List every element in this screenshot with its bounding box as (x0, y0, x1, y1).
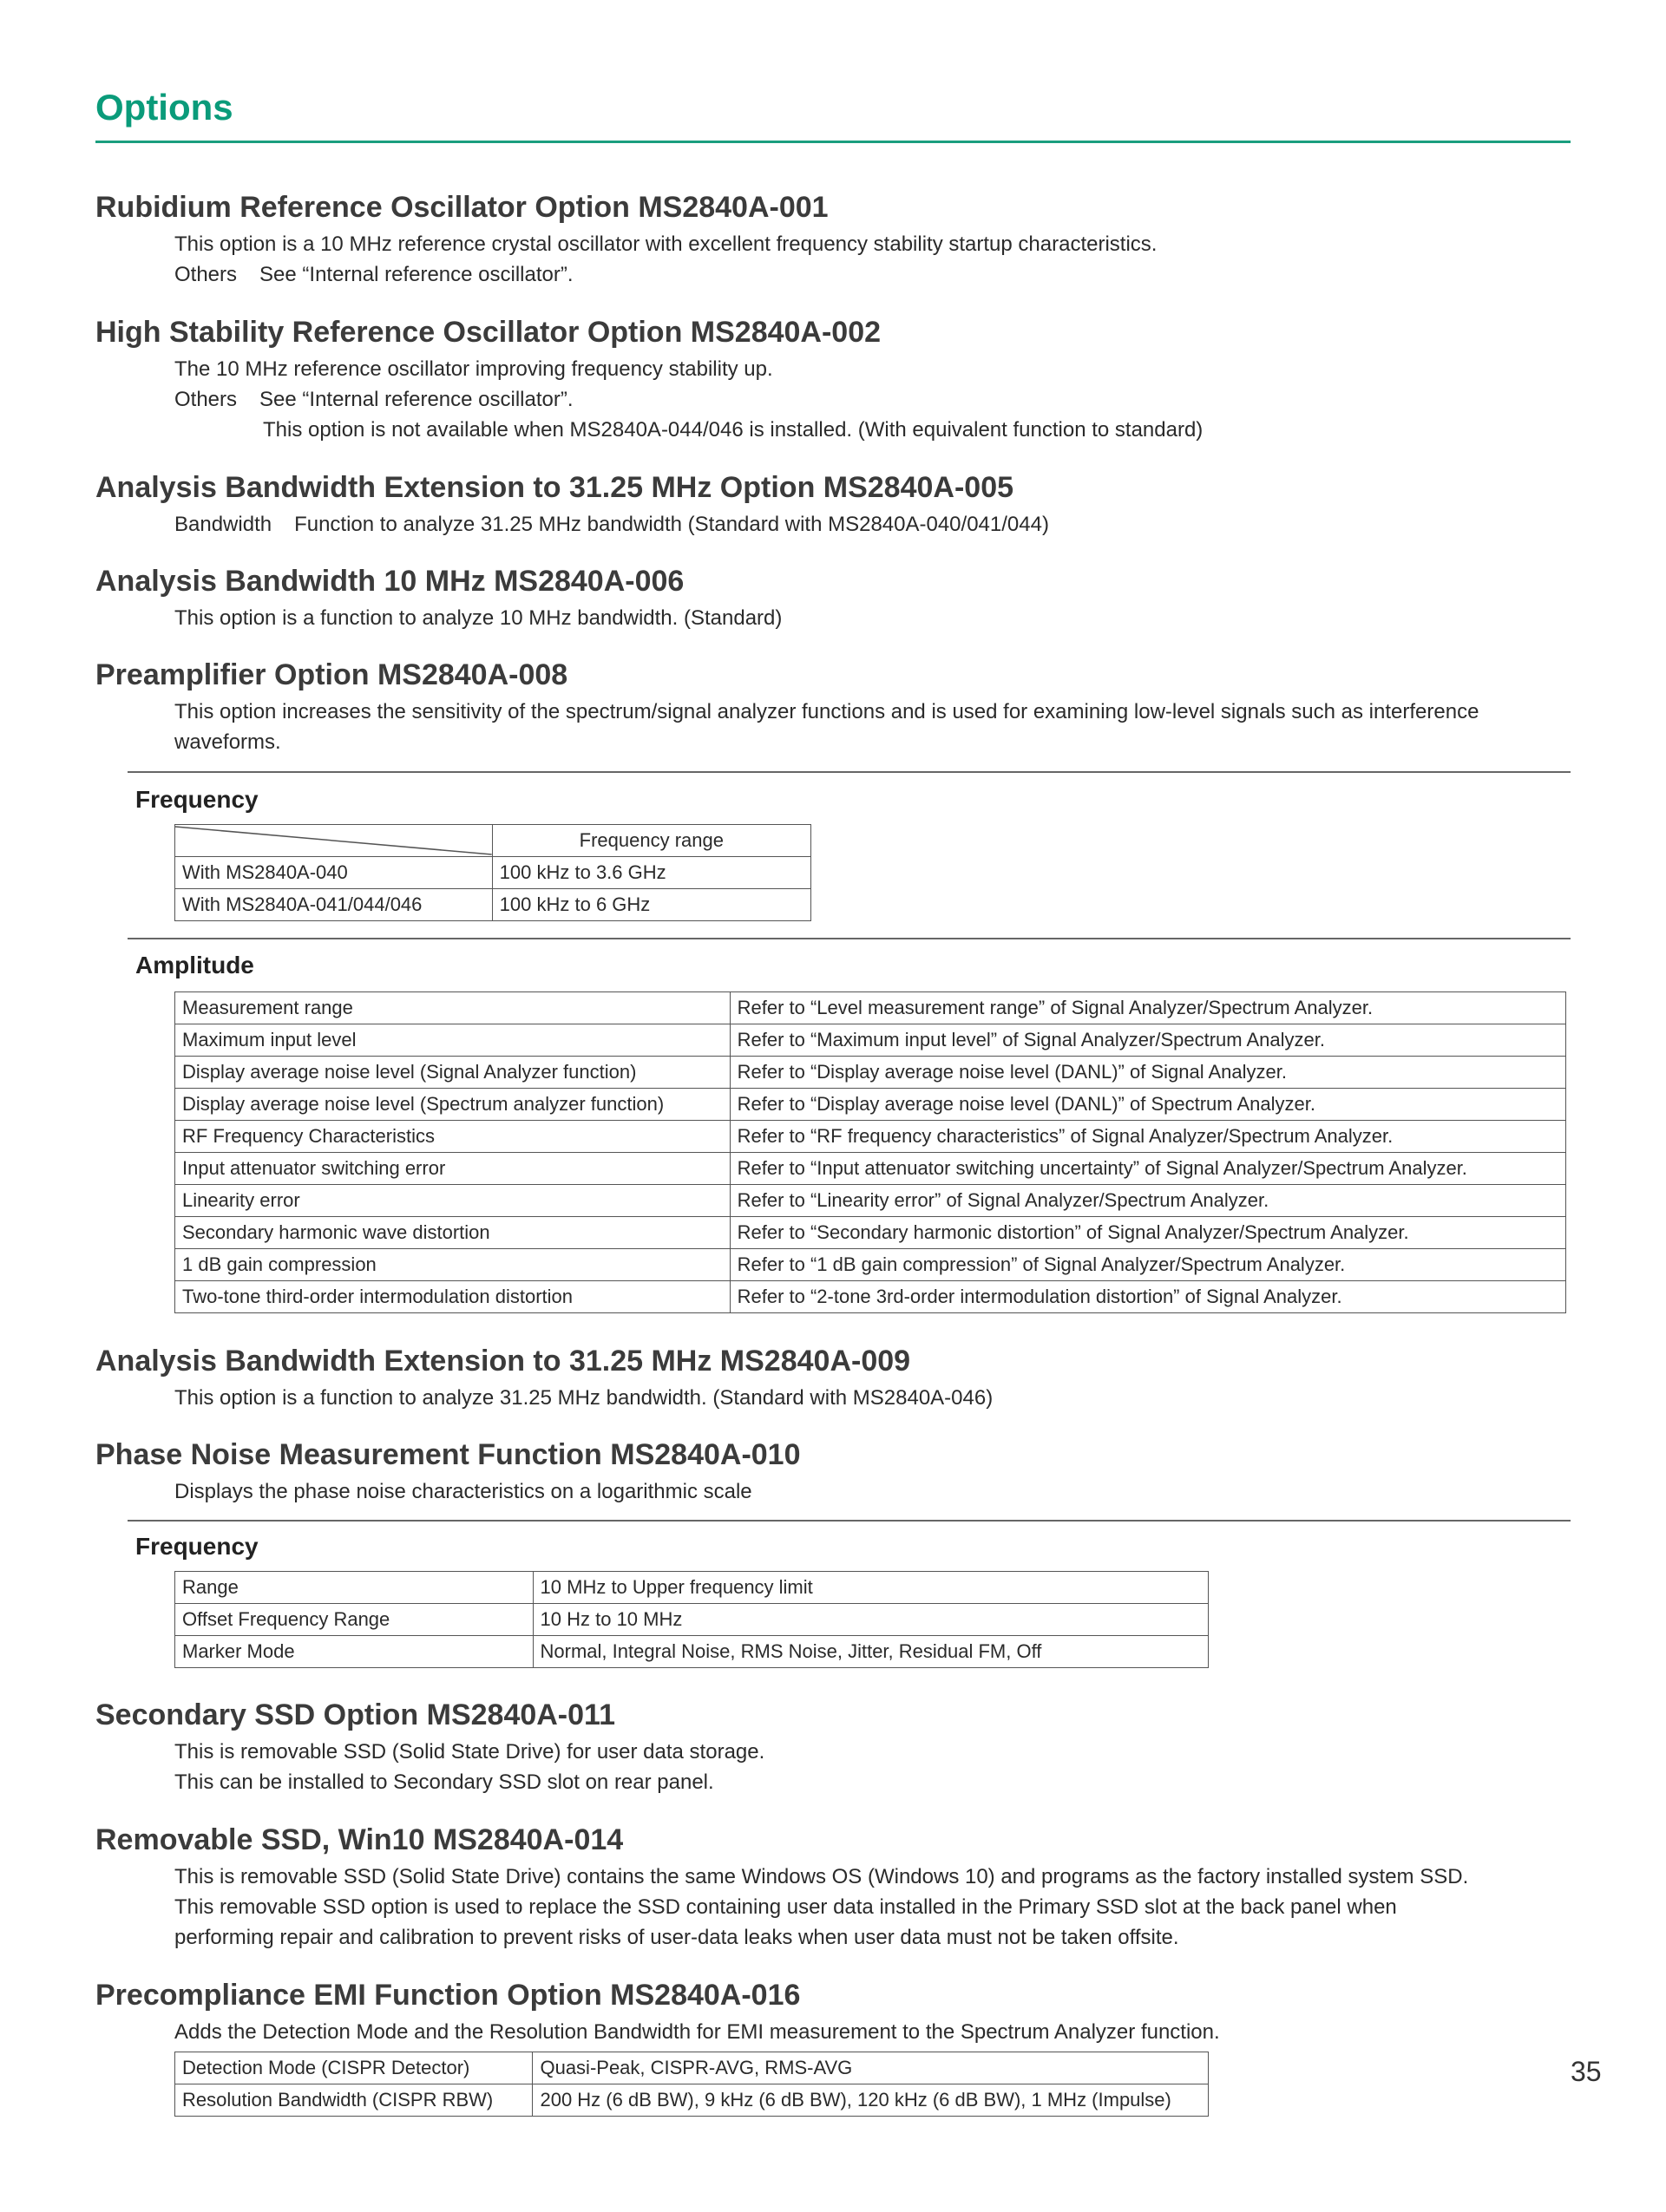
diagonal-line (175, 825, 492, 856)
table-row (175, 857, 811, 889)
table-cell: Refer to “RF frequency characteristics” of Signal Analyzer/Spectrum Analyzer. (730, 1121, 1565, 1153)
table-row (175, 2084, 1209, 2117)
others-text: See “Internal reference oscillator”. (259, 388, 574, 411)
others-note-002: This option is not available when MS2840A-044/046 is installed. (With equivalent function to standard) (263, 418, 1204, 442)
table-row (175, 2052, 1209, 2084)
bandwidth-label: Bandwidth (174, 513, 272, 536)
table-row (175, 889, 811, 921)
table-cell: Input attenuator switching error (175, 1153, 731, 1185)
bandwidth-text: Function to analyze 31.25 MHz bandwidth (Standard with MS2840A-040/041/044) (294, 513, 1049, 536)
table-row (175, 1153, 1566, 1185)
table-cell: Normal, Integral Noise, RMS Noise, Jitter, Residual FM, Off (533, 1636, 1208, 1668)
divider (128, 938, 1571, 939)
table-cell: Secondary harmonic wave distortion (175, 1217, 731, 1249)
table-cell: Refer to “Input attenuator switching uncertainty” of Signal Analyzer/Spectrum Analyzer. (730, 1153, 1565, 1185)
table-row (175, 1249, 1566, 1281)
table-row (175, 1024, 1566, 1057)
table-cell: Display average noise level (Spectrum analyzer function) (175, 1089, 731, 1121)
table-cell: With MS2840A-041/044/046 (175, 889, 493, 921)
frequency-heading: Frequency (135, 786, 259, 813)
table-cell: Refer to “Secondary harmonic distortion” of Signal Analyzer/Spectrum Analyzer. (730, 1217, 1565, 1249)
emi-table (174, 2052, 1209, 2117)
frequency-heading-010: Frequency (135, 1533, 259, 1560)
table-cell: Measurement range (175, 992, 731, 1024)
phase-noise-table (174, 1571, 1209, 1668)
section-title-010: Phase Noise Measurement Function MS2840A-010 (95, 1438, 801, 1471)
table-cell: 200 Hz (6 dB BW), 9 kHz (6 dB BW), 120 kHz (6 dB BW), 1 MHz (Impulse) (533, 2084, 1209, 2117)
preamp-frequency-table (174, 824, 811, 921)
table-cell: 10 MHz to Upper frequency limit (533, 1572, 1208, 1604)
section-text-002: The 10 MHz reference oscillator improving frequency stability up. (174, 357, 773, 381)
table-row (175, 1185, 1566, 1217)
section-text-014-line3: performing repair and calibration to prevent risks of user-data leaks when user data must not be taken offsite. (174, 1926, 1179, 1949)
table-cell: Detection Mode (CISPR Detector) (175, 2052, 533, 2084)
table-row (175, 1604, 1209, 1636)
table-cell: RF Frequency Characteristics (175, 1121, 731, 1153)
table-cell: Display average noise level (Signal Analyzer function) (175, 1057, 731, 1089)
others-line-002 (174, 388, 574, 412)
divider (128, 1520, 1571, 1522)
table-row (175, 1572, 1209, 1604)
table-cell: Range (175, 1572, 534, 1604)
table-row (175, 1281, 1566, 1313)
section-text-011-line2: This can be installed to Secondary SSD slot on rear panel. (174, 1770, 714, 1794)
preamp-amplitude-table (174, 991, 1566, 1313)
table-cell: Refer to “1 dB gain compression” of Signal Analyzer/Spectrum Analyzer. (730, 1249, 1565, 1281)
page-title: Options (95, 87, 233, 128)
section-text-009: This option is a function to analyze 31.25 MHz bandwidth. (Standard with MS2840A-046) (174, 1386, 994, 1410)
table-cell: Refer to “2-tone 3rd-order intermodulation distortion” of Signal Analyzer. (730, 1281, 1565, 1313)
table-cell: Marker Mode (175, 1636, 534, 1668)
table-row (175, 1121, 1566, 1153)
section-title-008: Preamplifier Option MS2840A-008 (95, 658, 568, 691)
section-text-010: Displays the phase noise characteristics on a logarithmic scale (174, 1480, 752, 1503)
table-cell: Refer to “Maximum input level” of Signal Analyzer/Spectrum Analyzer. (730, 1024, 1565, 1057)
section-title-009: Analysis Bandwidth Extension to 31.25 MHz MS2840A-009 (95, 1345, 911, 1378)
others-line-001 (174, 263, 574, 287)
title-rule (95, 141, 1571, 143)
table-cell: With MS2840A-040 (175, 857, 493, 889)
table-cell: 10 Hz to 10 MHz (533, 1604, 1208, 1636)
section-text-014-line1: This is removable SSD (Solid State Drive) contains the same Windows OS (Windows 10) and programs as the factory installed system SSD. (174, 1865, 1469, 1888)
table-cell: Offset Frequency Range (175, 1604, 534, 1636)
others-label: Others (174, 263, 238, 286)
divider (128, 771, 1571, 773)
section-title-001: Rubidium Reference Oscillator Option MS2840A-001 (95, 191, 829, 224)
table-row (175, 1089, 1566, 1121)
section-title-014: Removable SSD, Win10 MS2840A-014 (95, 1823, 624, 1856)
table-cell: Two-tone third-order intermodulation distortion (175, 1281, 731, 1313)
section-text-001: This option is a 10 MHz reference crystal oscillator with excellent frequency stability startup characteristics. (174, 232, 1158, 256)
section-text-014-line2: This removable SSD option is used to replace the SSD containing user data installed in the Primary SSD slot at the back panel when (174, 1895, 1397, 1919)
table-row (175, 1217, 1566, 1249)
diagonal-header-cell (175, 825, 493, 857)
table-row (175, 992, 1566, 1024)
table-cell: Refer to “Display average noise level (DANL)” of Signal Analyzer. (730, 1057, 1565, 1089)
table-cell: Refer to “Level measurement range” of Signal Analyzer/Spectrum Analyzer. (730, 992, 1565, 1024)
section-text-006: This option is a function to analyze 10 MHz bandwidth. (Standard) (174, 606, 783, 630)
section-title-002: High Stability Reference Oscillator Option MS2840A-002 (95, 316, 882, 349)
section-title-016: Precompliance EMI Function Option MS2840A-016 (95, 1979, 801, 2012)
table-row (175, 1636, 1209, 1668)
section-text-016: Adds the Detection Mode and the Resolution Bandwidth for EMI measurement to the Spectrum Analyzer function. (174, 2020, 1220, 2044)
table-cell: Linearity error (175, 1185, 731, 1217)
others-text: See “Internal reference oscillator”. (259, 263, 574, 286)
table-cell: Resolution Bandwidth (CISPR RBW) (175, 2084, 533, 2117)
page-number: 35 (1571, 2056, 1602, 2087)
section-title-011: Secondary SSD Option MS2840A-011 (95, 1698, 615, 1731)
others-label: Others (174, 388, 238, 411)
table-cell: Maximum input level (175, 1024, 731, 1057)
frequency-range-header: Frequency range (492, 825, 810, 857)
amplitude-heading: Amplitude (135, 952, 254, 978)
bandwidth-line-005 (174, 513, 1049, 537)
table-cell: 100 kHz to 3.6 GHz (492, 857, 810, 889)
section-title-006: Analysis Bandwidth 10 MHz MS2840A-006 (95, 565, 685, 598)
table-cell: 100 kHz to 6 GHz (492, 889, 810, 921)
table-cell: Refer to “Display average noise level (DANL)” of Spectrum Analyzer. (730, 1089, 1565, 1121)
table-header-row (175, 825, 811, 857)
table-cell: 1 dB gain compression (175, 1249, 731, 1281)
section-text-008-line1: This option increases the sensitivity of the spectrum/signal analyzer functions and is used for examining low-level signals such as interference (174, 700, 1479, 723)
section-text-011-line1: This is removable SSD (Solid State Drive) for user data storage. (174, 1740, 765, 1764)
section-text-008-line2: waveforms. (174, 730, 281, 754)
section-title-005: Analysis Bandwidth Extension to 31.25 MHz Option MS2840A-005 (95, 471, 1014, 504)
table-cell: Refer to “Linearity error” of Signal Analyzer/Spectrum Analyzer. (730, 1185, 1565, 1217)
table-cell: Quasi-Peak, CISPR-AVG, RMS-AVG (533, 2052, 1209, 2084)
table-row (175, 1057, 1566, 1089)
